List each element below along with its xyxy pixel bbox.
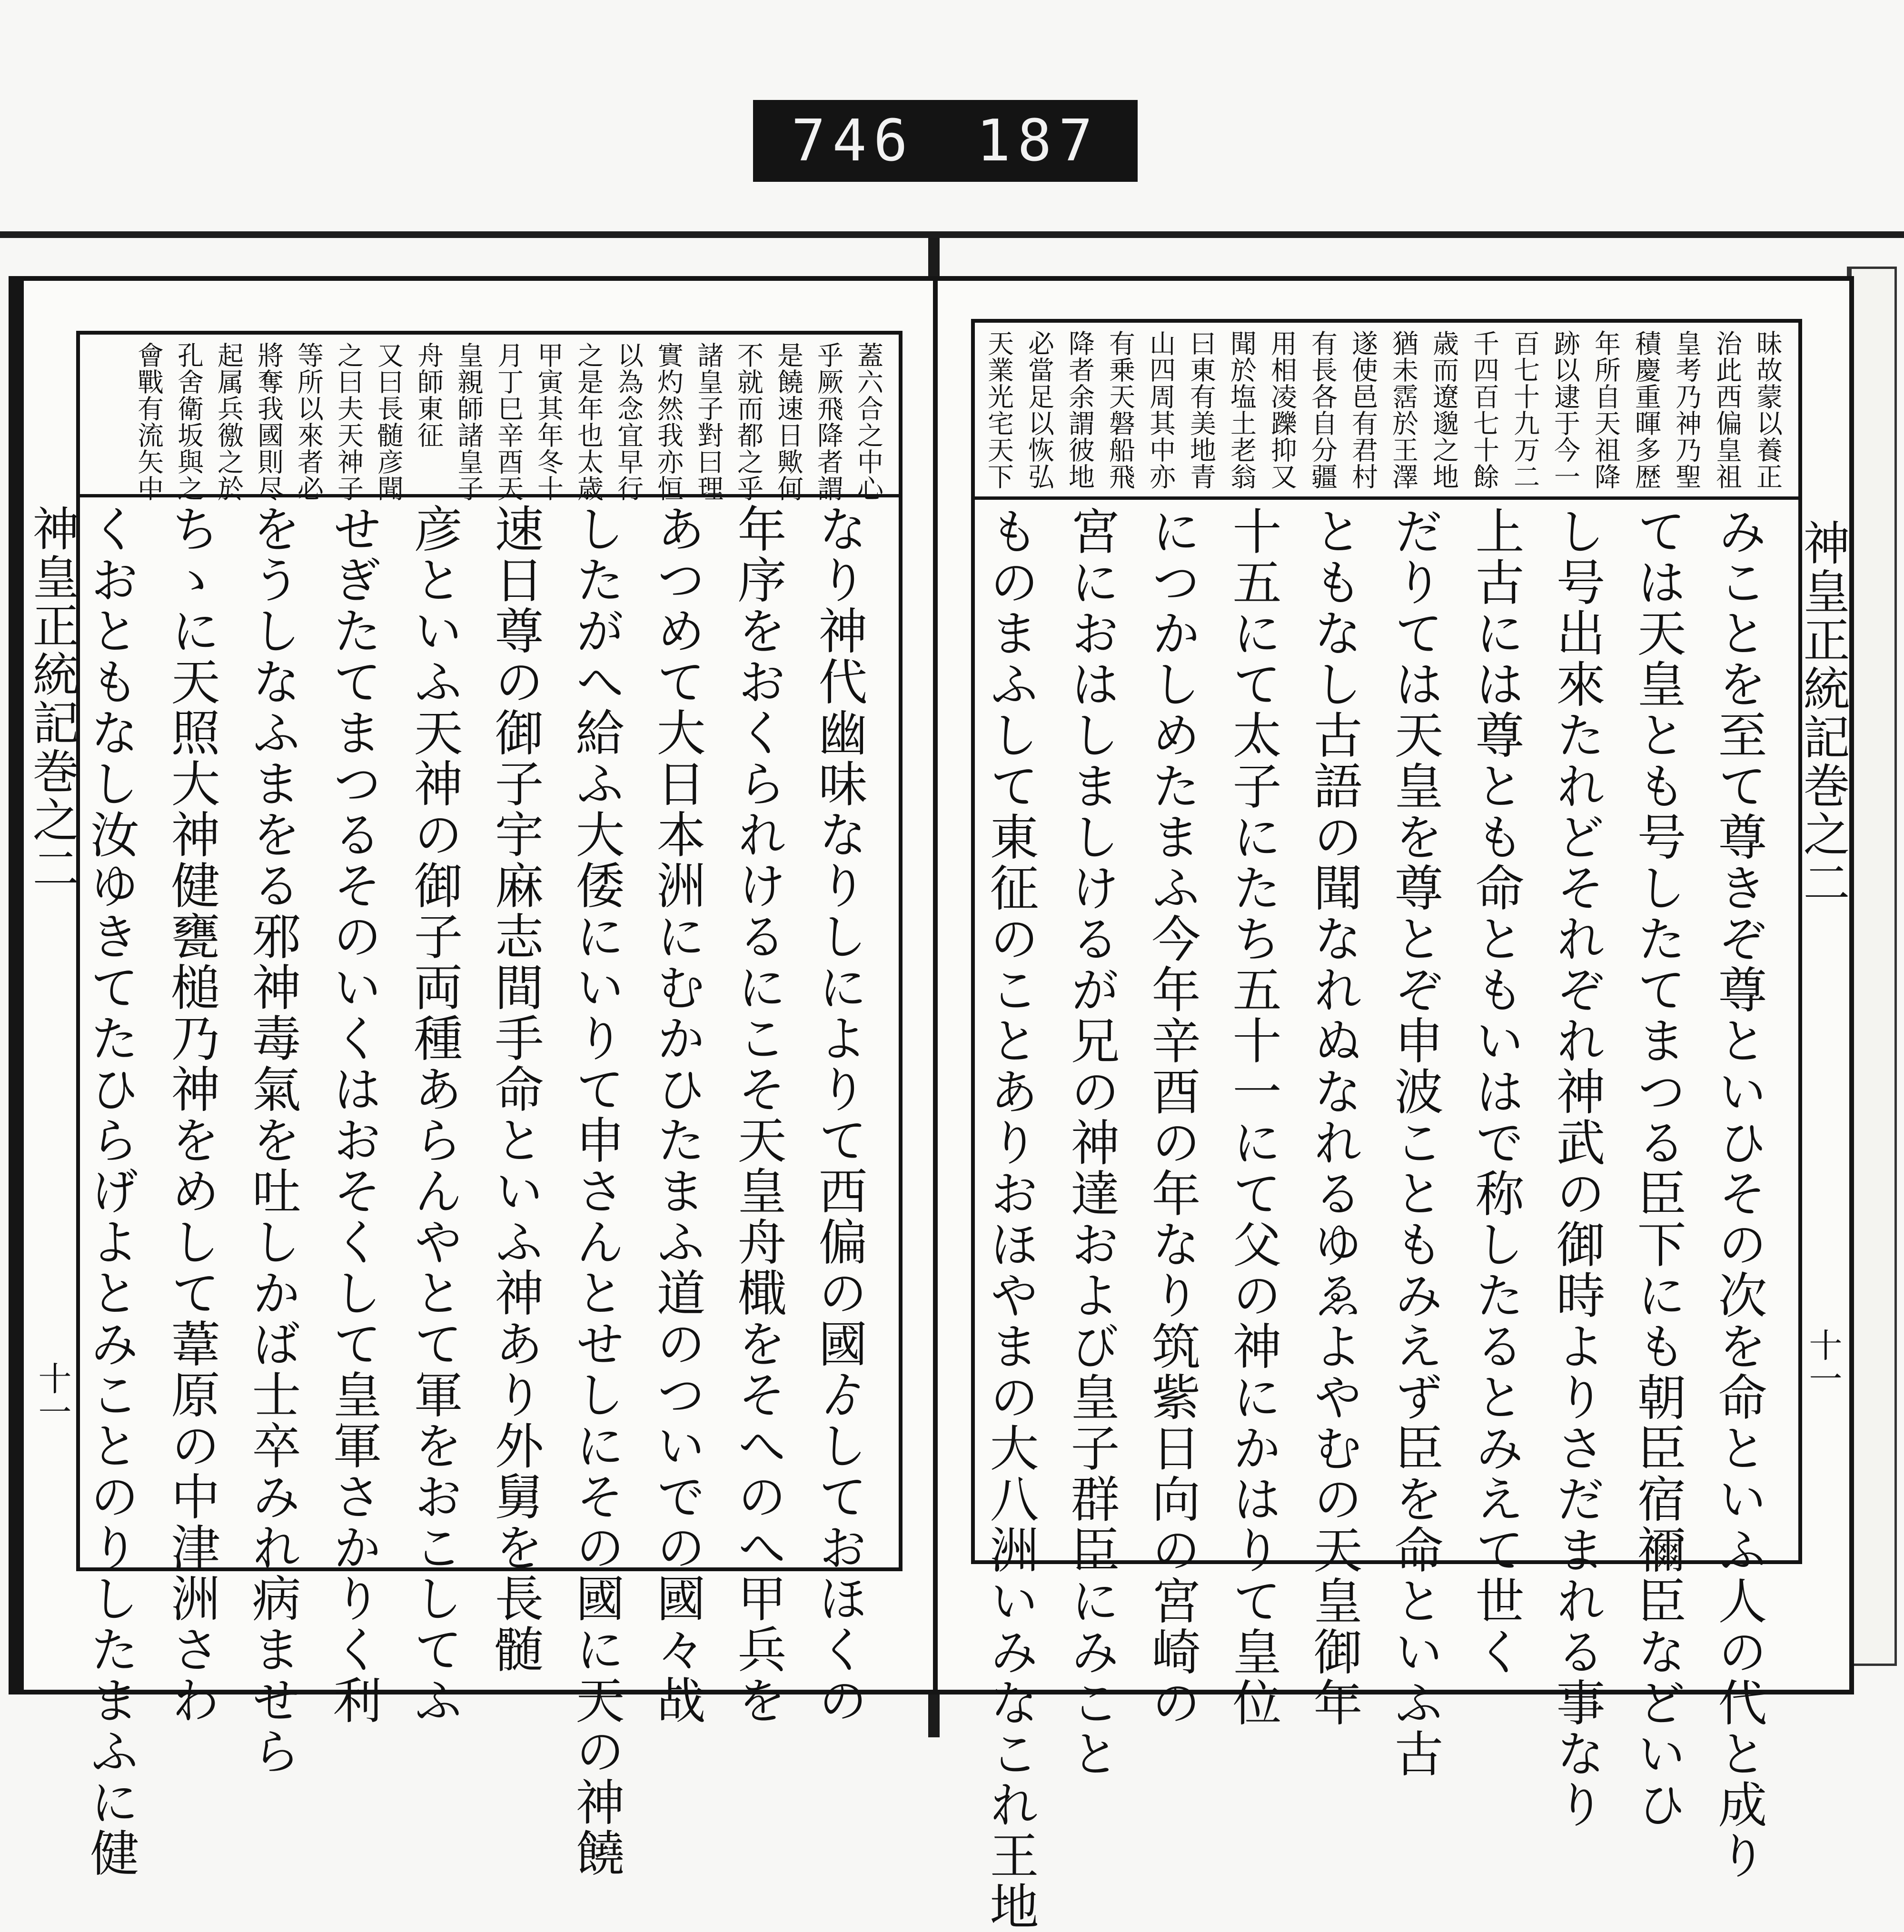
main-text-column: くおともなし汝ゆきてたひらげよとみことのりしたまふに健 bbox=[82, 504, 139, 1879]
commentary-column: 遂使邑有君村 bbox=[1348, 330, 1378, 490]
commentary-column: 孔舍衛坂與之 bbox=[173, 342, 204, 502]
commentary-column: 以為念宜早行 bbox=[613, 342, 644, 502]
main-text-column: し号出來たれどそれぞれ神武の御時よりさだまれる事なり bbox=[1548, 506, 1605, 1830]
commentary-column: 必當足以恢弘 bbox=[1024, 330, 1054, 490]
commentary-column: 百七十九万二 bbox=[1509, 330, 1540, 490]
main-text-column: 彦といふ天神の御子両種あらんやとて軍をおこしてふ bbox=[406, 504, 463, 1726]
commentary-column: 山四周其中亦 bbox=[1145, 330, 1176, 490]
commentary-column: 猶未霑於王澤 bbox=[1388, 330, 1418, 490]
commentary-column: 歳而遼邈之地 bbox=[1428, 330, 1459, 490]
main-text-column: あつめて大日本洲にむかひたまふ道のついでの國々战 bbox=[648, 504, 705, 1726]
catalog-number-right: 187 bbox=[976, 108, 1100, 174]
main-text-column: みことを至て尊きぞ尊といひその次を命といふ人の代と成り bbox=[1710, 506, 1767, 1881]
commentary-column: 等所以來者必 bbox=[293, 342, 324, 502]
commentary-column: 聞於塩土老翁 bbox=[1226, 330, 1257, 490]
commentary-column: 有長各自分疆 bbox=[1307, 330, 1338, 490]
main-text-column: 速日尊の御子宇麻志間手命といふ神あり外舅を長髄 bbox=[486, 504, 544, 1675]
main-text-column: なり神代幽味なりしによりて西偏の國ゟしておほくの bbox=[810, 504, 867, 1726]
main-text-column: せぎたてまつるそのいくはおそくして皇軍さかりく利 bbox=[325, 504, 382, 1726]
commentary-column: 乎厥飛降者謂 bbox=[813, 342, 843, 502]
commentary-column: 跡以逮于今一 bbox=[1550, 330, 1580, 490]
main-text-column: だりては天皇を尊とぞ申波こともみえず臣を命といふ古 bbox=[1386, 506, 1443, 1779]
commentary-column: 又曰長髄彦聞 bbox=[373, 342, 404, 502]
right-page bbox=[933, 276, 1854, 1932]
binding-edge bbox=[0, 231, 1904, 238]
commentary-column: 起属兵徼之於 bbox=[213, 342, 244, 502]
left-frame-divider bbox=[80, 494, 899, 497]
commentary-column: 是饒速日歟何 bbox=[773, 342, 803, 502]
commentary-column: 有乗天磐船飛 bbox=[1105, 330, 1135, 490]
right-title-column: 神皇正統記巻之二 bbox=[1795, 519, 1850, 907]
commentary-column: 不就而都之乎 bbox=[733, 342, 764, 502]
commentary-column: 之是年也太歳 bbox=[573, 342, 604, 502]
main-text-column: ては天皇とも号したてまつる臣下にも朝臣宿禰臣などいひ bbox=[1629, 506, 1686, 1830]
catalog-label bbox=[753, 100, 1138, 182]
catalog-number-left: 746 bbox=[791, 108, 914, 174]
commentary-column: 甲寅其年冬十 bbox=[533, 342, 564, 502]
commentary-column: 會戰有流矢中 bbox=[133, 342, 164, 502]
commentary-column: 年所自天祖降 bbox=[1590, 330, 1621, 490]
commentary-column: 用相凌躒抑又 bbox=[1267, 330, 1297, 490]
commentary-column: 降者余謂彼地 bbox=[1064, 330, 1095, 490]
main-text-column: をうしなふまをる邪神毒氣を吐しかば士卒みれ病ませら bbox=[244, 504, 301, 1777]
commentary-column: 千四百七十餘 bbox=[1469, 330, 1499, 490]
commentary-column: 治此西偏皇祖 bbox=[1712, 330, 1742, 490]
main-text-column: したがへ給ふ大倭にいりて申さんとせしにその國に天の神饒 bbox=[567, 504, 625, 1879]
commentary-column: 昧故蒙以養正 bbox=[1752, 330, 1783, 490]
commentary-column: 之曰夫天神子 bbox=[333, 342, 364, 502]
right-frame-divider bbox=[975, 496, 1798, 500]
commentary-column: 皇考乃神乃聖 bbox=[1671, 330, 1702, 490]
commentary-column: 舟師東征 bbox=[413, 342, 444, 448]
page-stack-edge bbox=[1847, 267, 1897, 1666]
main-text-column: 年序をおくられけるにこそ天皇舟檝をそへのへ甲兵を bbox=[729, 504, 786, 1726]
main-text-column: 上古には尊とも命ともいはで称したるとみえて世く bbox=[1467, 506, 1524, 1677]
left-page bbox=[9, 276, 950, 1879]
commentary-column: 積慶重暉多歴 bbox=[1631, 330, 1661, 490]
main-text-column: ちゝに天照大神健甕槌乃神をめして葦原の中津洲さわ bbox=[163, 504, 220, 1726]
left-title-column: 神皇正統記巻之二 bbox=[25, 505, 79, 893]
main-text-column: ものまふして東征のことありおほやまの大八洲いみなこれ王地 bbox=[982, 506, 1039, 1932]
right-text-frame bbox=[971, 319, 1802, 1932]
left-folio: 十一 bbox=[33, 1361, 72, 1428]
commentary-column: 曰東有美地青 bbox=[1186, 330, 1216, 490]
commentary-column: 蓋六合之中心 bbox=[853, 342, 883, 502]
main-text-column: につかしめたまふ今年辛酉の年なり筑紫日向の宮崎の bbox=[1143, 506, 1200, 1728]
commentary-column: 皇親師諸皇子 bbox=[453, 342, 484, 502]
commentary-column: 將奪我國則尽 bbox=[253, 342, 284, 502]
left-text-frame bbox=[76, 331, 902, 1879]
main-text-column: 十五にて太子にたち五十一にて父の神にかはりて皇位 bbox=[1224, 506, 1281, 1728]
main-text-column: 宮におはしましけるが兄の神達および皇子群臣にみこと bbox=[1062, 506, 1120, 1779]
commentary-column: 天業光宅天下 bbox=[983, 330, 1014, 490]
right-folio: 十一 bbox=[1804, 1328, 1843, 1395]
commentary-column: 實灼然我亦恒 bbox=[653, 342, 684, 502]
commentary-column: 月丁巳辛酉天 bbox=[493, 342, 524, 502]
commentary-column: 諸皇子對曰理 bbox=[693, 342, 724, 502]
main-text-column: ともなし古語の聞なれぬなれるゆゑよやむの天皇御年 bbox=[1305, 506, 1362, 1728]
